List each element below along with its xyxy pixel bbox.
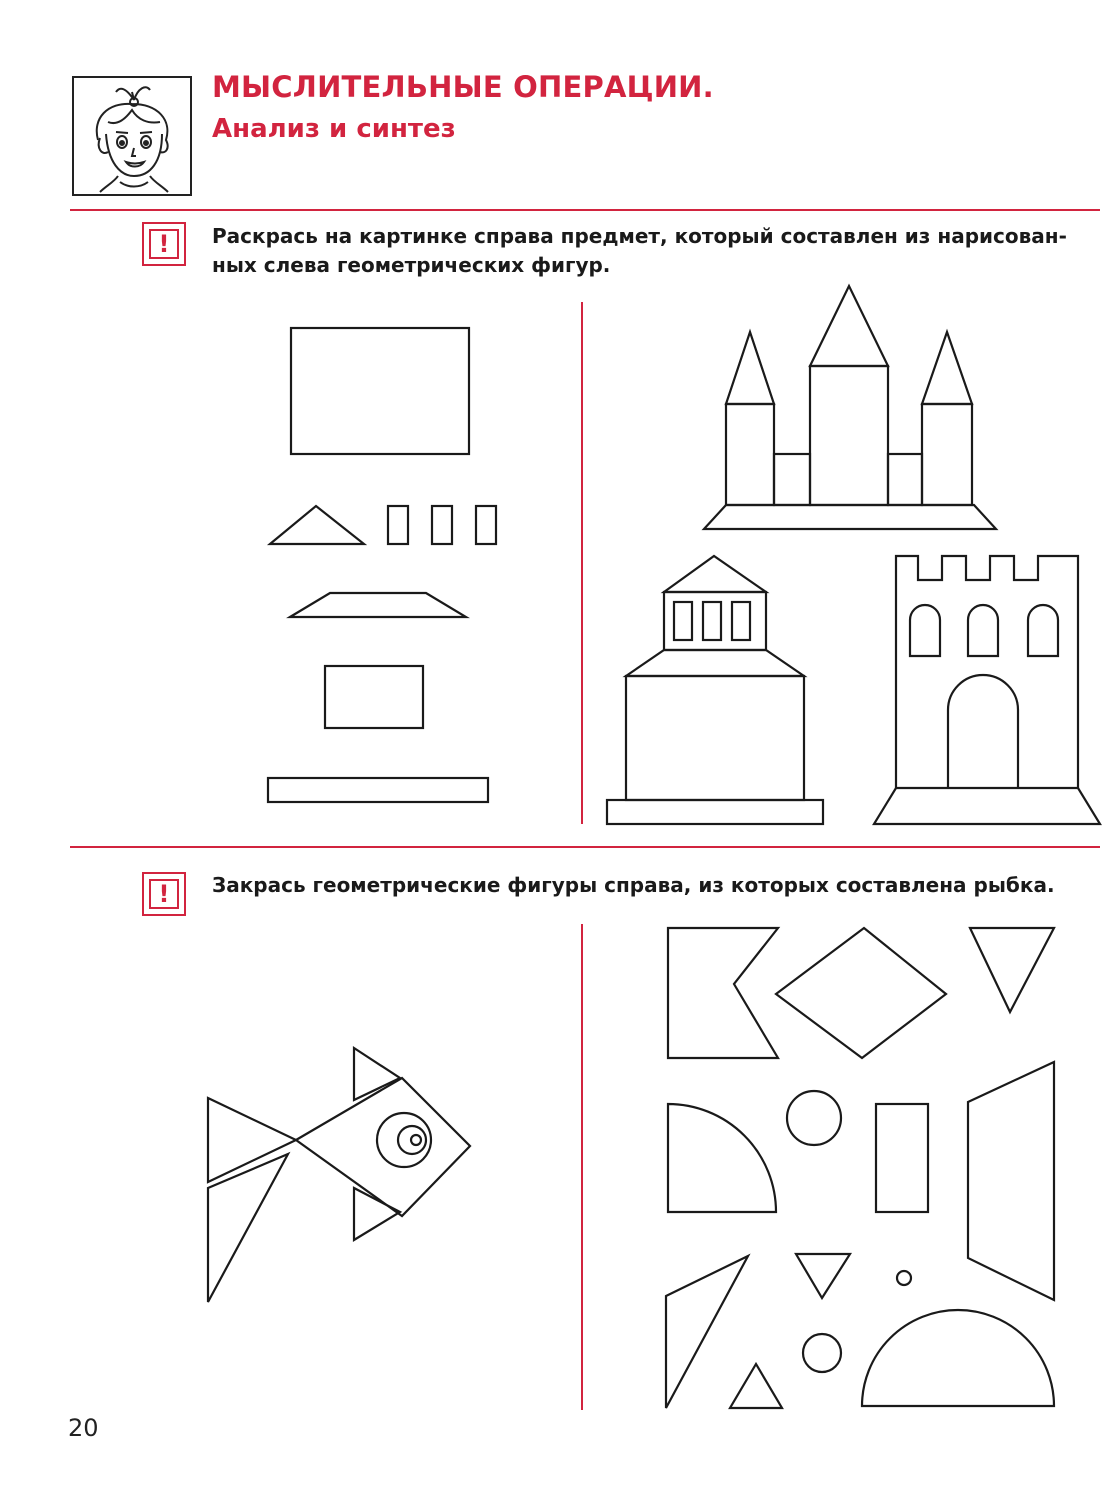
fish-figure (208, 1048, 470, 1302)
circle-shape (803, 1334, 841, 1372)
notched-shape (668, 928, 778, 1058)
triangle-shape (796, 1254, 850, 1298)
candidate-shapes-task2 (666, 928, 1054, 1408)
small-rect-shape (476, 506, 496, 544)
triangle-shape (970, 928, 1054, 1012)
page-number: 20 (68, 1414, 99, 1442)
small-rect-shape (388, 506, 408, 544)
quarter-circle-shape (668, 1104, 776, 1212)
page-subtitle: Анализ и синтез (212, 114, 456, 144)
triangle-shape (666, 1256, 748, 1408)
task-instruction-1-line-1: Раскрась на картинке справа предмет, который составлен из нарисован- (212, 224, 1067, 248)
exclamation-icon: ! (149, 879, 179, 909)
long-bar-shape (268, 778, 488, 802)
house-tower (607, 556, 823, 824)
triangle-shape (730, 1364, 782, 1408)
semicircle-shape (862, 1310, 1054, 1406)
rectangle-shape (876, 1104, 928, 1212)
trapezoid-shape (290, 593, 466, 617)
spire-castle (704, 286, 996, 529)
rhombus-shape (776, 928, 946, 1058)
small-circle-shape (897, 1271, 911, 1285)
large-square (291, 328, 469, 454)
rectangle-shape (325, 666, 423, 728)
triangle-shape (270, 506, 364, 544)
small-rect-shape (432, 506, 452, 544)
task-instruction-1-line-2: ных слева геометрических фигур. (212, 253, 611, 277)
crenellated-tower (874, 556, 1100, 824)
circle-shape (787, 1091, 841, 1145)
exclamation-icon: ! (149, 229, 179, 259)
page-title: МЫСЛИТЕЛЬНЫЕ ОПЕРАЦИИ. (212, 70, 714, 104)
component-shapes-task1 (268, 328, 496, 802)
trapezoid-shape (968, 1062, 1054, 1300)
task-instruction-2-line-1: Закрась геометрические фигуры справа, из которых составлена рыбка. (212, 873, 1055, 897)
